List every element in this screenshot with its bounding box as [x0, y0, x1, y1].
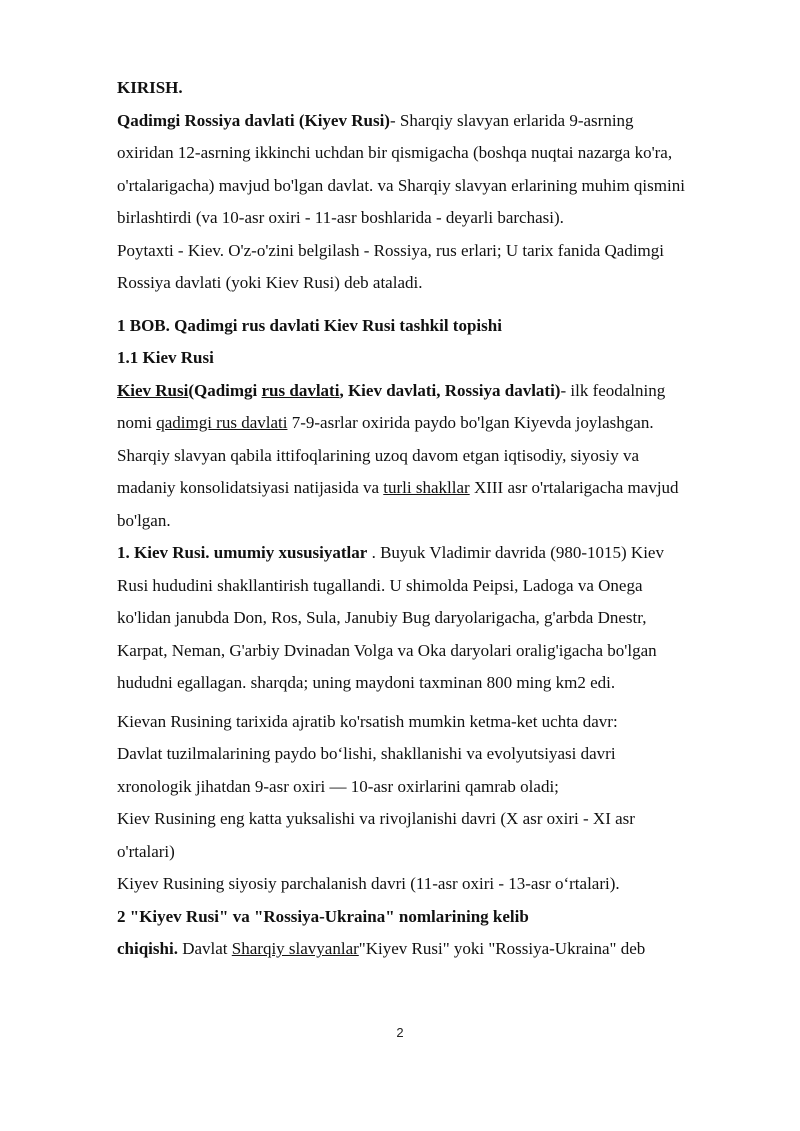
section-2-heading: 2 "Kiyev Rusi" va "Rossiya-Ukraina" nomlarining kelib	[117, 906, 529, 926]
link-qadimgi-rus-davlati[interactable]: qadimgi rus davlati	[156, 413, 288, 432]
capital-paragraph: Poytaxti - Kiev. O'z-o'zini belgilash - Rossiya, rus erlari; U tarix fanida Qadimgi Rossiya davlati (yoki Kiev Rusi) deb ataladi.	[117, 240, 665, 292]
heading-section-1-1: 1.1 Kiev Rusi	[117, 348, 214, 367]
intro-paragraph: Qadimgi Rossiya davlati (Kiyev Rusi)- Sharqiy slavyan erlarida 9-asrning oxiridan 12-asrning ikkinchi uchdan bir qismigacha (boshqa nuqtai nazarga ko'ra, o'rtalarigacha) mavjud bo'lgan davlat. va Sharqiy slavyan erlarining muhim qismini birlashtirdi (va 10-asr oxiri - 11-asr boshlarida - deyarli barchasi).	[117, 110, 685, 227]
link-sharqiy-slavyanlar[interactable]: Sharqiy slavyanlar	[231, 939, 359, 958]
page-number: 2	[396, 1025, 404, 1040]
heading-chapter-1: 1 BOB. Qadimgi rus davlati Kiev Rusi tashkil topishi	[117, 315, 502, 335]
document-body	[117, 72, 757, 966]
definition-paragraph: Kiev Rusi(Qadimgi rus davlati, Kiev davlati, Rossiya davlati)- ilk feodalning nomi qadimgi rus davlati 7-9-asrlar oxirida paydo bo'lgan Kiyevda joylashgan. Sharqiy slavyan qabila ittifoqlarining uzoq davom etgan iqtisodiy, siyosiy va madaniy konsolidatsiyasi natijasida va turli shakllar XIII asr o'rtalarigacha mavjud bo'lgan.	[117, 380, 679, 530]
heading-intro: KIRISH.	[117, 78, 183, 97]
intro-term: Qadimgi Rossiya davlati (Kiyev Rusi)	[117, 110, 390, 130]
features-heading: 1. Kiev Rusi. umumiy xususiyatlar	[117, 543, 368, 562]
periods-paragraph: Kievan Rusining tarixida ajratib ko'rsatish mumkin ketma-ket uchta davr: Davlat tuzilmalarining paydo bo‘lishi, shakllanishi va evolyutsiyasi davri xronologik jihatdan 9-asr oxiri — 10-asr oxirlarini qamrab oladi; Kiev Rusining eng katta yuksalishi va rivojlanishi davri (X asr oxiri - XI asr o'rtalari) Kiyev Rusining siyosiy parchalanish davri (11-asr oxiri - 13-asr o‘rtalari).	[117, 711, 635, 893]
features-paragraph: 1. Kiev Rusi. umumiy xususiyatlar . Buyuk Vladimir davrida (980-1015) Kiev Rusi hududini shakllantirish tugallandi. U shimolda Peipsi, Ladoga va Onega ko'lidan janubda Don, Ros, Sula, Janubiy Bug daryolarigacha, g'arbda Dnestr, Karpat, Neman, G'arbiy Dvinadan Volga va Oka daryolari oralig'igacha bo'lgan hududni egallagan. sharqda; uning maydoni taxminan 800 ming km2 edi.	[117, 543, 664, 692]
section-2-paragraph: 2 "Kiyev Rusi" va "Rossiya-Ukraina" nomlarining kelib chiqishi. Davlat Sharqiy slavyanlar"Kiyev Rusi" yoki "Rossiya-Ukraina" deb	[117, 906, 646, 958]
link-turli-shakllar[interactable]: turli shakllar	[383, 478, 470, 497]
link-rus-davlati[interactable]: rus davlati	[261, 380, 340, 400]
link-kiev-rusi[interactable]: Kiev Rusi	[117, 380, 189, 400]
